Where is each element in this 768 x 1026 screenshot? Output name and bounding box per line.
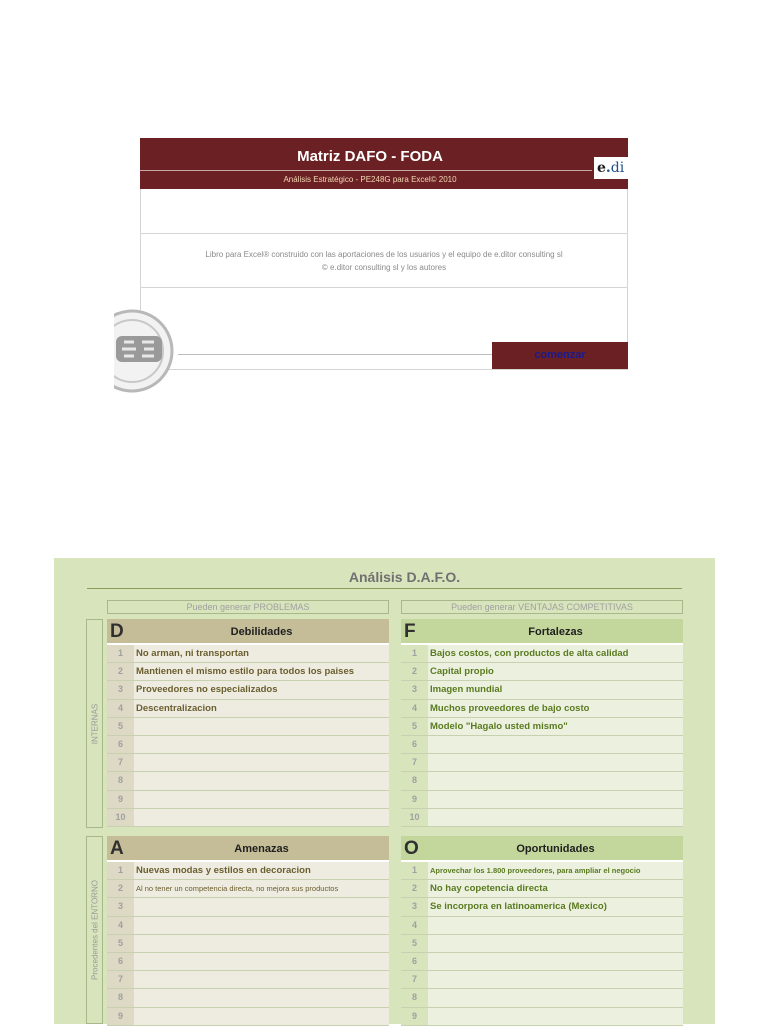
editor-logo: e.di: [594, 157, 628, 179]
row-text[interactable]: Imagen mundial: [428, 681, 683, 698]
list-item[interactable]: [107, 681, 389, 699]
list-item[interactable]: [401, 791, 683, 809]
list-item[interactable]: [401, 663, 683, 681]
list-item[interactable]: [107, 736, 389, 754]
row-number: 6: [401, 953, 428, 970]
row-text[interactable]: Descentralizacion: [134, 700, 389, 717]
list-item[interactable]: [107, 791, 389, 809]
list-item[interactable]: [401, 754, 683, 772]
list-item[interactable]: [107, 809, 389, 827]
row-number: 6: [107, 736, 134, 753]
row-number: 7: [107, 971, 134, 988]
comenzar-button[interactable]: comenzar: [492, 342, 628, 369]
list-item[interactable]: [107, 898, 389, 916]
title-rule: [87, 588, 682, 589]
row-number: 6: [107, 953, 134, 970]
row-number: 1: [401, 645, 428, 662]
quadrant-letter: O: [401, 836, 428, 860]
row-text[interactable]: [134, 718, 389, 735]
list-item[interactable]: [401, 989, 683, 1007]
row-text[interactable]: [134, 898, 389, 915]
row-text[interactable]: [428, 953, 683, 970]
quadrant-letter: F: [401, 619, 428, 643]
row-number: 1: [107, 862, 134, 879]
row-text[interactable]: [428, 917, 683, 934]
credits-text: [140, 248, 628, 274]
row-text[interactable]: Modelo "Hagalo usted mismo": [428, 718, 683, 735]
row-number: 9: [107, 791, 134, 808]
quadrant-title: Fortalezas: [428, 619, 683, 643]
row-text[interactable]: [428, 989, 683, 1006]
list-item[interactable]: [107, 700, 389, 718]
row-number: 3: [107, 898, 134, 915]
row-text[interactable]: [428, 772, 683, 789]
quadrant-header: [401, 619, 683, 645]
list-item[interactable]: [401, 1008, 683, 1026]
list-item[interactable]: [401, 681, 683, 699]
row-text[interactable]: [134, 971, 389, 988]
list-item[interactable]: [107, 754, 389, 772]
list-item[interactable]: [107, 663, 389, 681]
quadrant-title: Debilidades: [134, 619, 389, 643]
quadrant-letter: A: [107, 836, 134, 860]
row-number: 7: [401, 754, 428, 771]
row-text[interactable]: [428, 754, 683, 771]
quadrant-amenazas: [107, 836, 389, 1026]
quadrant-fortalezas: [401, 619, 683, 827]
list-item[interactable]: [401, 862, 683, 880]
row-number: 7: [107, 754, 134, 771]
list-item[interactable]: [107, 917, 389, 935]
row-text[interactable]: Nuevas modas y estilos en decoracion: [134, 862, 389, 879]
row-number: 5: [401, 935, 428, 952]
quadrant-header: [401, 836, 683, 862]
row-number: 1: [107, 645, 134, 662]
row-number: 4: [107, 700, 134, 717]
cover-title: Matriz DAFO - FODA: [297, 148, 443, 165]
list-item[interactable]: [107, 772, 389, 790]
row-number: 4: [401, 700, 428, 717]
list-item[interactable]: [107, 718, 389, 736]
row-number: 2: [107, 663, 134, 680]
quadrant-title: Oportunidades: [428, 836, 683, 860]
row-text[interactable]: [428, 736, 683, 753]
row-text[interactable]: [428, 791, 683, 808]
list-item[interactable]: [401, 935, 683, 953]
list-item[interactable]: [401, 953, 683, 971]
quadrant-letter: D: [107, 619, 134, 643]
row-text[interactable]: Mantienen el mismo estilo para todos los paises: [134, 663, 389, 680]
list-item[interactable]: [107, 1008, 389, 1026]
quadrant-debilidades: [107, 619, 389, 827]
list-item[interactable]: [401, 917, 683, 935]
row-text[interactable]: [428, 1008, 683, 1025]
credits-line-1: Libro para Excel® construido con las aportaciones de los usuarios y el equipo de e.ditor consulting sl: [205, 250, 563, 259]
quadrant-header: [107, 836, 389, 862]
list-item[interactable]: [107, 989, 389, 1007]
hint-ventajas: Pueden generar VENTAJAS COMPETITIVAS: [401, 600, 683, 614]
dafo-title: Análisis D.A.F.O.: [348, 569, 461, 585]
list-item[interactable]: [401, 809, 683, 827]
row-number: 1: [401, 862, 428, 879]
list-item[interactable]: [107, 862, 389, 880]
cover-card: [140, 138, 628, 400]
row-number: 3: [401, 898, 428, 915]
row-text[interactable]: [134, 989, 389, 1006]
list-item[interactable]: [401, 880, 683, 898]
list-item[interactable]: [401, 898, 683, 916]
list-item[interactable]: [401, 772, 683, 790]
quadrant-oportunidades: [401, 836, 683, 1026]
row-text[interactable]: Se incorpora en latinoamerica (Mexico): [428, 898, 683, 915]
list-item[interactable]: [107, 645, 389, 663]
quadrant-header: [107, 619, 389, 645]
list-item[interactable]: [401, 736, 683, 754]
row-text[interactable]: [134, 736, 389, 753]
separator: [178, 354, 492, 355]
row-text[interactable]: No hay copetencia directa: [428, 880, 683, 897]
row-text[interactable]: [134, 917, 389, 934]
row-number: 2: [401, 663, 428, 680]
row-text[interactable]: [134, 953, 389, 970]
row-number: 8: [107, 989, 134, 1006]
row-number: 5: [401, 718, 428, 735]
row-number: 5: [107, 935, 134, 952]
row-text[interactable]: [428, 971, 683, 988]
list-item[interactable]: [401, 700, 683, 718]
list-item[interactable]: [107, 971, 389, 989]
row-text[interactable]: [428, 935, 683, 952]
stamp-seal-icon: [114, 306, 178, 396]
row-number: 8: [107, 772, 134, 789]
row-text[interactable]: [134, 754, 389, 771]
row-number: 9: [401, 791, 428, 808]
row-text[interactable]: Proveedores no especializados: [134, 681, 389, 698]
row-number: 2: [107, 880, 134, 897]
row-number: 7: [401, 971, 428, 988]
row-number: 3: [107, 681, 134, 698]
row-text[interactable]: Al no tener un competencia directa, no mejora sus productos: [134, 880, 389, 897]
row-number: 3: [401, 681, 428, 698]
dafo-panel: [54, 558, 715, 1024]
side-label-entorno: Procedentes del ENTORNO: [86, 836, 103, 1024]
row-text[interactable]: [134, 791, 389, 808]
list-item[interactable]: [401, 971, 683, 989]
row-text[interactable]: No arman, ni transportan: [134, 645, 389, 662]
row-text[interactable]: Aprovechar los 1.800 proveedores, para ampliar el negocio: [428, 862, 683, 879]
row-text[interactable]: [134, 935, 389, 952]
row-number: 10: [401, 809, 428, 826]
row-number: 10: [107, 809, 134, 826]
row-text[interactable]: Capital propio: [428, 663, 683, 680]
row-number: 4: [401, 917, 428, 934]
separator: [140, 233, 628, 234]
row-text[interactable]: Bajos costos, con productos de alta calidad: [428, 645, 683, 662]
row-text[interactable]: [428, 809, 683, 826]
row-number: 8: [401, 989, 428, 1006]
row-number: 4: [107, 917, 134, 934]
row-text[interactable]: [134, 772, 389, 789]
row-number: 6: [401, 736, 428, 753]
separator: [140, 287, 628, 288]
list-item[interactable]: [401, 718, 683, 736]
list-item[interactable]: [107, 880, 389, 898]
hint-problemas: Pueden generar PROBLEMAS: [107, 600, 389, 614]
list-item[interactable]: [107, 935, 389, 953]
row-text[interactable]: [134, 1008, 389, 1025]
side-label-internas: INTERNAS: [86, 619, 103, 828]
cover-subtitle: Análisis Estratégico - PE248G para Excel© 2010: [283, 175, 457, 184]
row-text[interactable]: Muchos proveedores de bajo costo: [428, 700, 683, 717]
row-number: 9: [401, 1008, 428, 1025]
row-number: 2: [401, 880, 428, 897]
list-item[interactable]: [401, 645, 683, 663]
row-number: 8: [401, 772, 428, 789]
credits-line-2: © e.ditor consulting sl y los autores: [321, 263, 447, 272]
banner-rule: [140, 170, 592, 171]
list-item[interactable]: [107, 953, 389, 971]
row-number: 9: [107, 1008, 134, 1025]
quadrant-title: Amenazas: [134, 836, 389, 860]
row-number: 5: [107, 718, 134, 735]
row-text[interactable]: [134, 809, 389, 826]
